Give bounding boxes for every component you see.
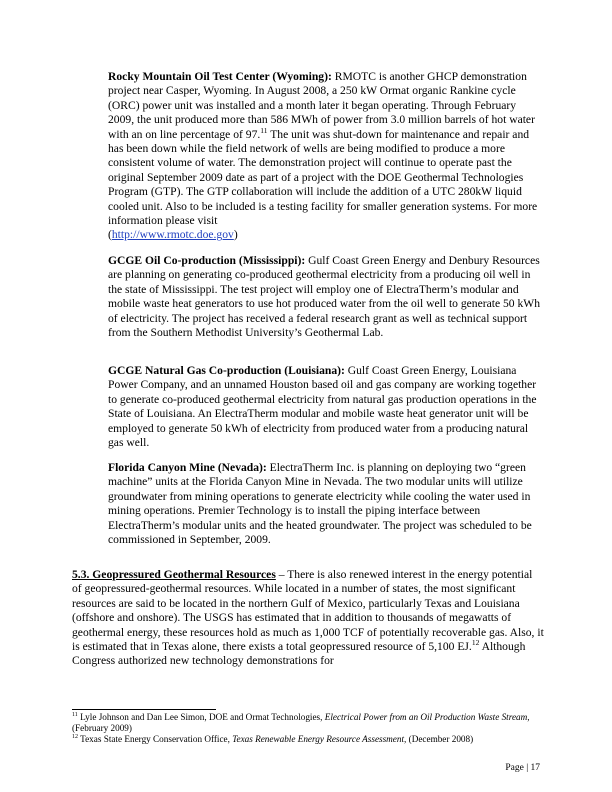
footnote-title: Texas Renewable Energy Resource Assessment,	[232, 734, 407, 744]
footnote-title: Electrical Power from an Oil Production Waste Stream,	[324, 712, 530, 722]
footnote-text: Lyle Johnson and Dan Lee Simon, DOE and Ormat Technologies,	[77, 712, 325, 722]
footnote-divider	[72, 709, 216, 710]
link-open-paren: (	[108, 228, 112, 242]
paragraph-heading: Florida Canyon Mine (Nevada):	[108, 461, 267, 474]
paragraph-heading: GCGE Natural Gas Co-production (Louisiana):	[108, 364, 345, 377]
paragraph-text: The unit was shut-down for maintenance and repair and has been down while the field network of wells are being modified to produce a more consistent volume of water. The demonstration project will continue to operate past the original September 2009 date as part of a project with the DOE Geothermal Technologies Program (GTP). The GTP collaboration will include the addition of a UTC 280kW liquid cooled unit. Also to be included is a testing facility for smaller generation systems. For more information please visit	[108, 127, 538, 228]
link-close-paren: )	[233, 228, 238, 242]
footnote-reference[interactable]: 12	[471, 638, 480, 648]
footnote-number: 12	[72, 733, 78, 740]
footnotes	[72, 712, 544, 745]
section-text: Although Congress authorized new technology demonstrations for	[72, 640, 526, 668]
paragraph-text: Gulf Coast Green Energy and Denbury Resources are planning on generating co-produced geothermal electricity from a producing oil well in the state of Mississippi. The test project will employ one of ElectraTherm’s modular and mobile waste heat generators to use hot produced water from the oil well to generate 50 kWh of electricity. The project has received a federal research grant as well as technical support from the Southern Methodist University’s Geothermal Lab.	[108, 254, 541, 340]
footnote	[72, 734, 544, 745]
paragraph-gcge-oil	[108, 254, 544, 340]
footnote-reference[interactable]: 11	[260, 125, 268, 135]
footnote-number: 11	[72, 711, 78, 718]
footnote	[72, 712, 544, 734]
footnote-text: (February 2009)	[72, 723, 132, 733]
section-geopressured	[72, 568, 544, 669]
paragraph-florida-canyon	[108, 461, 544, 547]
section-heading: 5.3. Geopressured Geothermal Resources	[72, 568, 276, 581]
paragraph-text: ElectraTherm Inc. is planning on deploying two “green machine” units at the Florida Canyon Mine in Nevada. The two modular units will utilize groundwater from mining operations to generate electricity while cooling the water used in mining operations. Premier Technology is to install the piping interface between ElectraTherm’s modular units and the heated groundwater. The project was scheduled to be commissioned in September, 2009.	[108, 461, 532, 547]
rmotc-link[interactable]: http://www.rmotc.doe.gov	[111, 228, 234, 242]
paragraph-gcge-gas	[108, 364, 544, 450]
paragraph-text: Gulf Coast Green Energy, Louisiana Power Company, and an unnamed Houston based oil and gas company are working together to generate co-produced geothermal electricity from natural gas production operations in the State of Louisiana. An ElectraTherm modular and mobile waste heat generator unit will be employed to generate 50 kWh of electricity from produced water from a producing natural gas well.	[108, 364, 537, 450]
paragraph-rmotc	[108, 70, 544, 243]
footnote-text: Texas State Energy Conservation Office,	[78, 734, 233, 744]
footnote-text: (December 2008)	[406, 734, 474, 744]
page-number: Page | 17	[505, 763, 540, 773]
paragraph-heading: Rocky Mountain Oil Test Center (Wyoming):	[108, 70, 332, 83]
paragraph-heading: GCGE Oil Co-production (Mississippi):	[108, 254, 306, 267]
paragraph-text: RMOTC is another GHCP demonstration project near Casper, Wyoming. In August 2008, a 250 kW Ormat organic Rankine cycle (ORC) power unit was installed and a month later it began operating. Through February 2009, the unit produced more than 586 MWh of power from 3.0 million barrels of hot water with an on line percentage of 97.	[108, 70, 535, 141]
section-text: – There is also renewed interest in the energy potential of geopressured-geothermal resources. While located in a number of states, the most significant resources are said to be located in the northern Gulf of Mexico, particularly Texas and Louisiana (offshore and onshore). The USGS has estimated that in addition to thousands of megawatts of geothermal energy, these resources hold as much as 1,000 TCF of potentially recoverable gas. Also, it is estimated that in Texas alone, there exists a total geopressured resource of 5,100 EJ.	[72, 568, 544, 654]
